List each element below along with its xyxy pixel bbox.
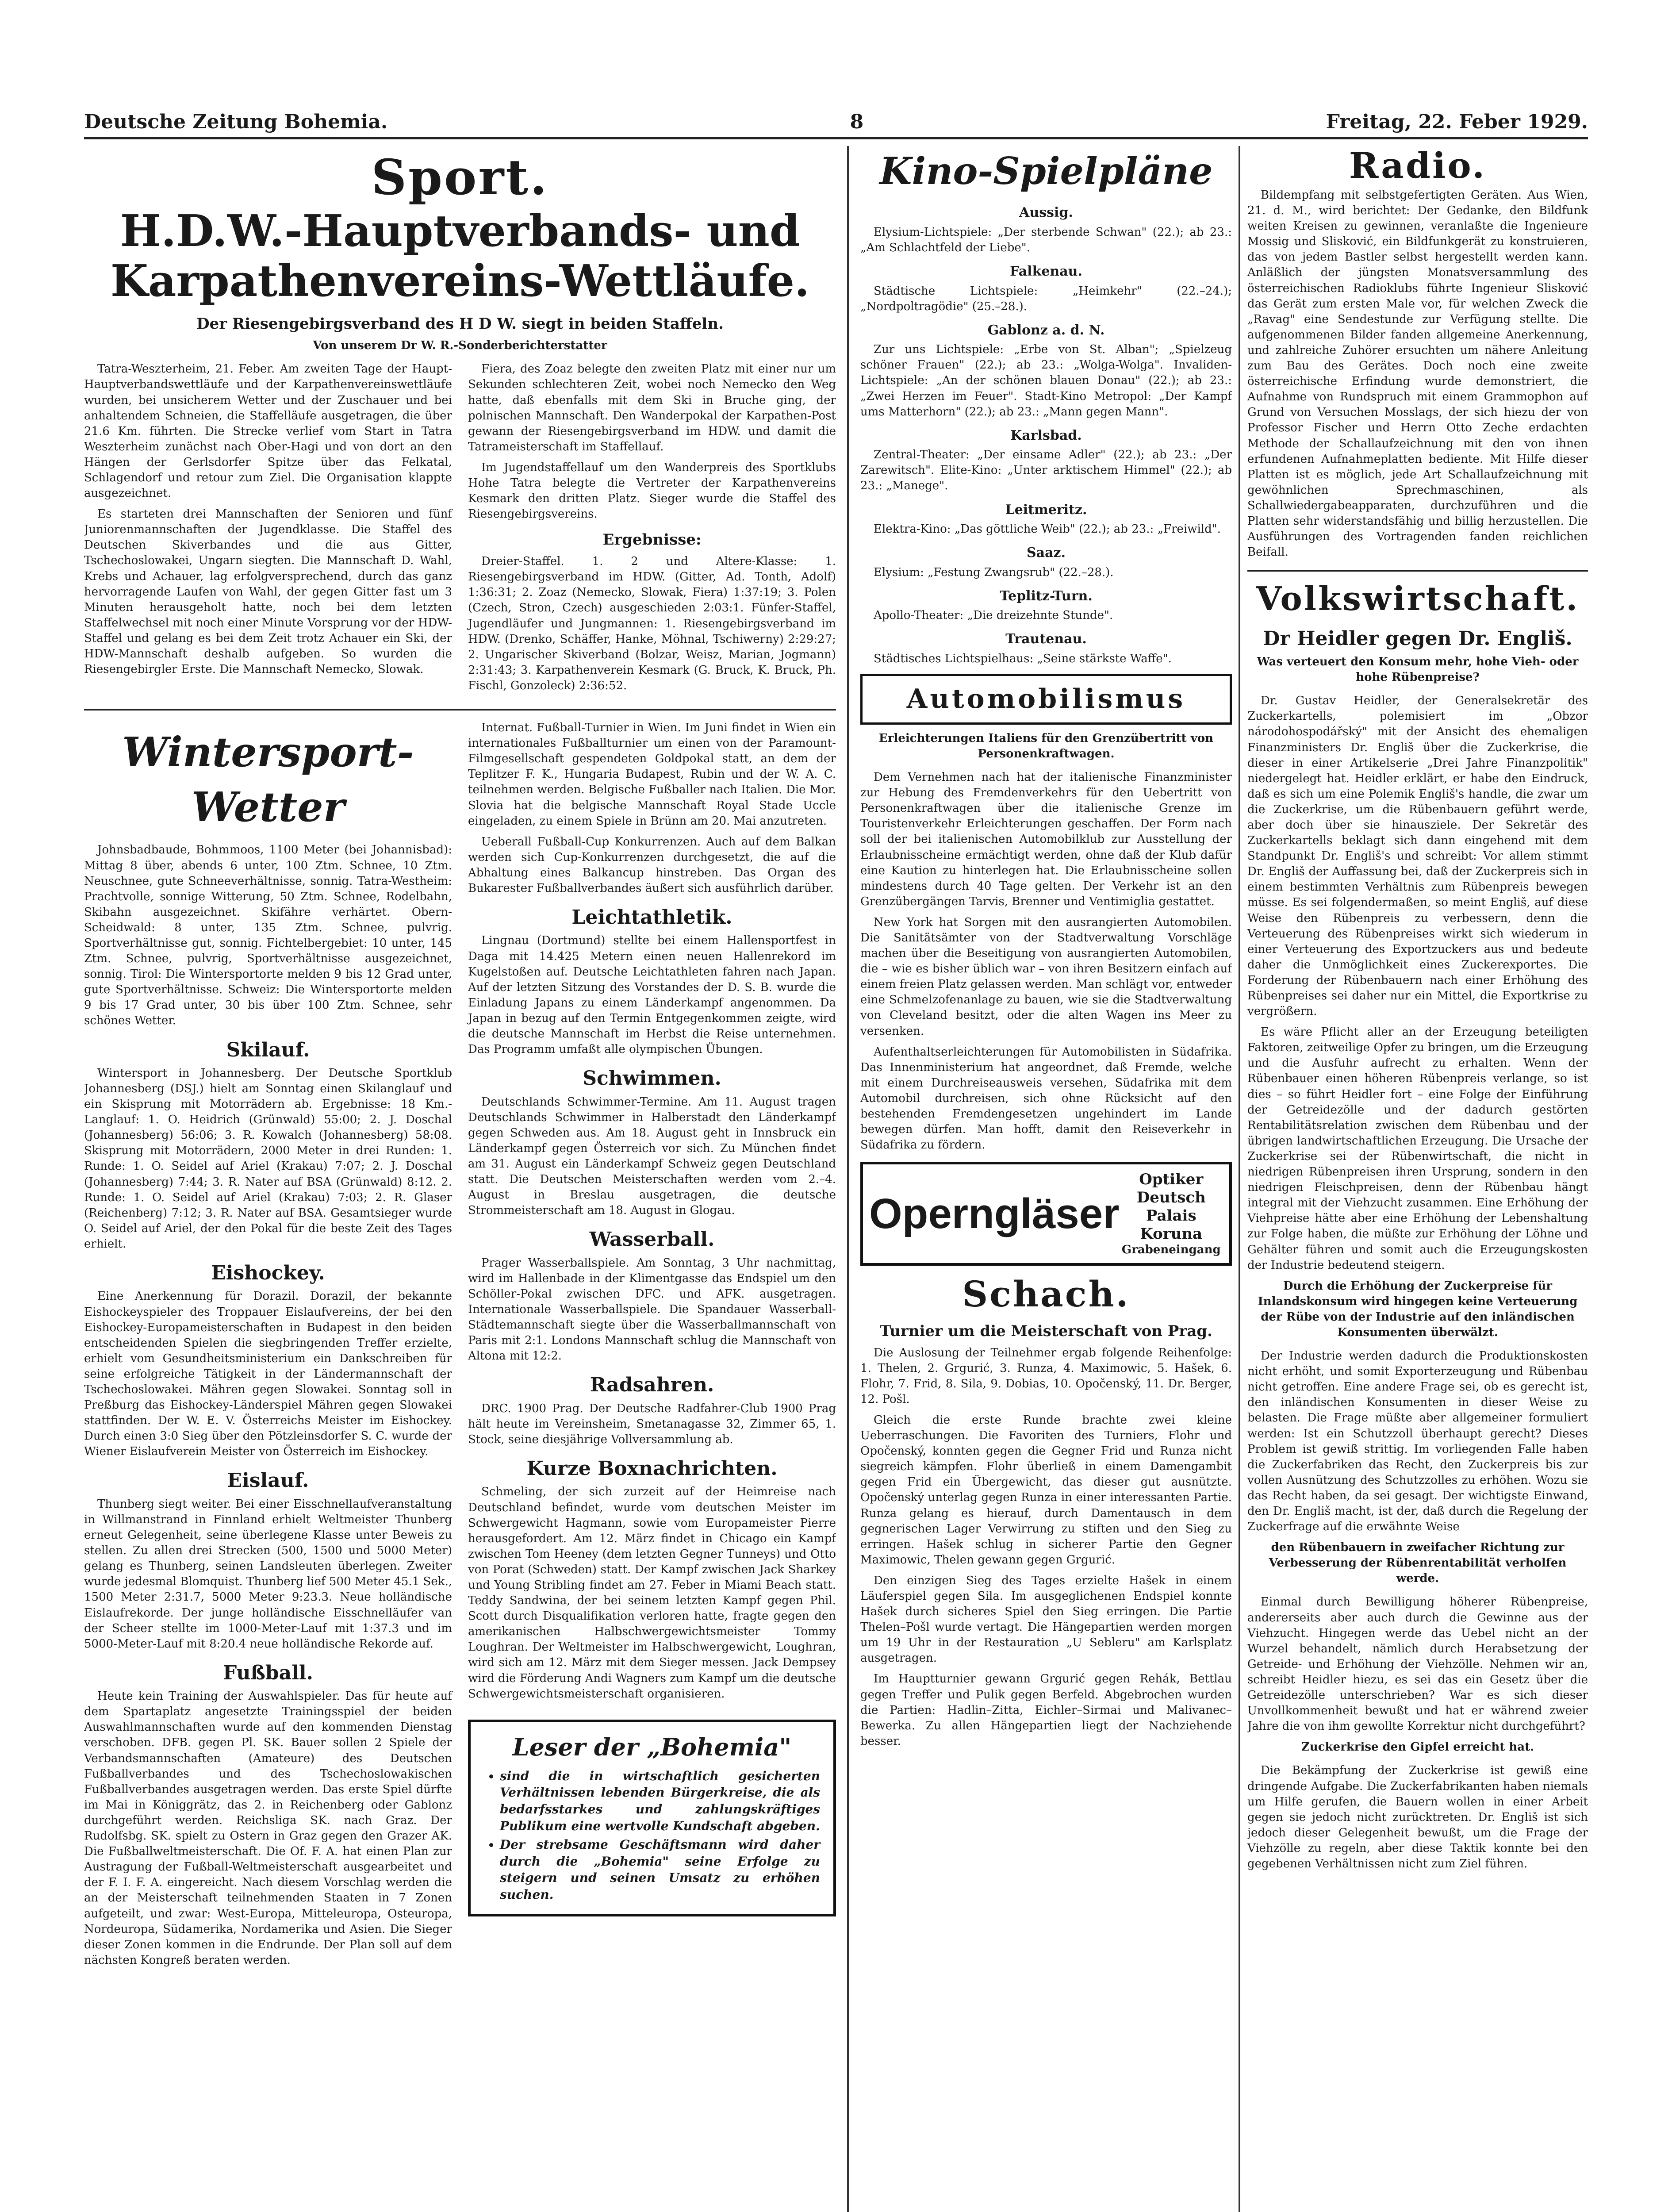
- newspaper-name: Deutsche Zeitung Bohemia.: [84, 110, 388, 133]
- kino-entry: Apollo-Theater: „Die dreizehnte Stunde".: [874, 609, 1113, 622]
- article-paragraph: Die Bekämpfung der Zuckerkrise ist gewiß eine dringende Aufgabe. Die Zuckerfabrikanten haben niemals um Hilfe gerufen, die Bauern wollen in einer Arbeit gegen sie jedoch nicht zurücktreten. Dr. Engliš ist sich jedoch dieser Gelegenheit bewußt, um die Frage der Viehzölle zu regeln, aber diese Taktik konnte bei den gegebenen Verhältnissen nicht zum Ziel führen.: [1247, 1764, 1588, 1870]
- football-international-text: Internat. Fußball-Turnier in Wien. Im Juni findet in Wien ein internationales Fußballturnier um einen von der Paramount-Filmgesellschaft gespendeten Goldpokal statt, an dem der Teplitzer F. K., Hungaria Budapest, Rubin und der W. A. C. teilnehmen werden. Belgische Fußballer nach Italien. Die Mor. Slovia hat die belgische Mannschaft Royal Stade Uccle eingeladen, zu einem Spiele in Brünn am 20. Mai anzutreten.: [468, 721, 836, 828]
- volkswirtschaft-kicker: Was verteuert den Konsum mehr, hohe Vieh- oder hohe Rübenpreise?: [1257, 655, 1579, 684]
- boxing-heading: Kurze Boxnachrichten.: [526, 1457, 778, 1480]
- wintersport-title: Wintersport-Wetter: [122, 728, 414, 831]
- leichtathletik-text: Lingnau (Dortmund) stellte bei einem Hallensportfest in Daga mit 14.425 Metern einen neuen Hallenrekord im Kugelstoßen auf. Deutsche Leichtathleten fahren nach Japan. Auf der letzten Sitzung des Vorstandes der D. S. B. wurde die Einladung Japans zu einem Länderkampf angenommen. Da Japan in bezug auf den Termin Entgegenkommen zeigte, wird die deutsche Mannschaft im Herbst die Reise unternehmen. Das Programm umfaßt alle olympischen Übungen.: [468, 934, 836, 1056]
- volkswirtschaft-subhead: Dr Heidler gegen Dr. Engliš.: [1263, 627, 1572, 650]
- kino-list: [860, 204, 1232, 667]
- article-paragraph: Gleich die erste Runde brachte zwei kleine Ueberraschungen. Die Favoriten des Turniers, Flohr und Opočenský, konnten gegen die Gegner Frid und Runza nicht siegreich kämpfen. Flohr überließ in einem Damengambit gegen Frid ein Übergewicht, das dieser gut ausnützte. Opočenský unterlag gegen Runza in einer interessanten Partie. Runza gelang es hierauf, durch Damentausch in dem gegnerischen Lager Verwirrung zu stiften und den Sieg zu erringen. Hašek schlug in sicherer Partie den Gegner Maximowic, Thelen gewann gegen Grgurić.: [860, 1413, 1232, 1567]
- skilauf-heading: Skilauf.: [226, 1038, 310, 1061]
- article-paragraph: Bildempfang mit selbstgefertigten Geräten. Aus Wien, 21. d. M., wird berichtet: Der Gedanke, den Bildfunk weiten Kreisen zu gewinnen, veranlaßte die Ingenieure Mossig und Slisković, ein Bildfunkgerät zu konstruieren, das von jedem Bastler selbst hergestellt werden kann. Anläßlich der jüngsten Monatsversammlung des österreichischen Radioklubs führte Ingenieur Slisković das Gerät zum ersten Male vor, für welchen Zweck die „Ravag" eine Sendestunde zur Verfügung stellte. Die aufgenommenen Bilder fanden allgemeine Anerkennung, und zahlreiche Zuhörer ersuchten um nähere Anleitung zum Bau des Gerätes. Doch noch eine zweite österreichische Erfindung wurde demonstriert, die Aufnahme von Rundspruch mit einem Grammophon auf Grund von Versuchen Mosslags, der sich hiezu der von Professor Fischer und Herrn Otto Zeche erdachten Methode der Schallaufzeichnung mit den von ihnen erfundenen Aufnahmeplatten bediente. Mit Hilfe dieser Platten ist es möglich, jede Art Schallaufzeichnung mit gewöhnlichen Sprechmaschinen, als Schallwiedergabeapparaten, durchzuführen und die Platten sehr widerstandsfähig und billig herzustellen. Die Ausführungen des Vortragenden fanden reichlichen Beifall.: [1247, 188, 1588, 559]
- kino-entry: Elektra-Kino: „Das göttliche Weib" (22.); ab 23.: „Freiwild".: [874, 522, 1221, 536]
- eislauf-text: Thunberg siegt weiter. Bei einer Eisschnellaufveranstaltung in Willmanstrand in Finnland erhielt Weltmeister Thunberg erneut Gelegenheit, seine überlegene Klasse unter Beweis zu stellen. Zu allen drei Strecken (500, 1500 und 5000 Meter) gelang es Thunberg, seinen Landsleuten überlegen. Zweiter wurde jedesmal Blomquist. Thunberg lief 500 Meter 45.1 Sek., 1500 Meter 2:31.7, 5000 Meter 9:23.3. Neue holländische Eislaufrekorde. Der junge holländische Eisschnelläufer van der Scheer stellte im 1000-Meter-Lauf mit 1:37.3 und im 5000-Meter-Lauf mit 8:20.4 neue holländische Rekorde auf.: [84, 1497, 452, 1651]
- fussball-text: Heute kein Training der Auswahlspieler. Das für heute auf dem Spartaplatz angesetzte Trainingsspiel der beiden Auswahlmannschaften wurde auf den kommenden Dienstag verschoben. DFB. gegen Pl. SK. Bauer sollen 2 Spiele der Verbandsmannschaften (Amateure) des Deutschen Fußballverbandes und des Tschechoslowakischen Fußballverbandes ausgetragen werden. Das erste Spiel dürfte im Mai in Königgrätz, das 2. in Reichenberg oder Gablonz durchgeführt werden. Reichsliga SK. nach Graz. Der Rudolfsbg. SK. spielt zu Ostern in Graz gegen den Grazer AK. Die Fußballweltmeisterschaft. Die Of. F. A. hat einen Plan zur Austragung der Fußball-Weltmeisterschaft ausgearbeitet und der F. I. F. A. eingereicht. Nach diesem Vorschlag werden die an der Meisterschaft teilnehmenden Staaten in 7 Zonen aufgeteilt, und zwar: West-Europa, Mitteleuropa, Osteuropa, Nordeuropa, Südamerika, Nordamerika und Asien. Die Sieger dieser Zonen kommen in die Endrunde. Der Plan soll auf dem nächsten Kongreß beraten werden.: [84, 1690, 452, 1967]
- results-heading: Ergebnisse:: [602, 531, 702, 549]
- article-paragraph: Aufenthaltserleichterungen für Automobilisten in Südafrika. Das Innenministerium hat angeordnet, daß Fremde, welche mit einem Durchreiseausweis versehen, Südafrika mit dem Automobil durchreisen, sich ohne Rücksicht auf den bestehenden Fremdengesetzen ungehindert im Lande bewegen dürfen. Man hofft, damit den Reiseverkehr in Südafrika zu fördern.: [860, 1045, 1232, 1152]
- kino-entry: Städtisches Lichtspielhaus: „Seine stärkste Waffe".: [874, 652, 1172, 665]
- eishockey-text: Eine Anerkennung für Dorazil. Dorazil, der bekannte Eishockeyspieler des Troppauer Eislaufvereins, der bei den Eishockey-Europameisterschaften in Budapest in den beiden entscheidenden Spielen die siegbringenden Treffer erzielte, erhielt vom Gesundheitsministerium ein Dankschreiben für seine erfolgreiche Tätigkeit in der Ländermannschaft der Tschechoslowakei. Mähren gegen Slowakei. Sonntag soll in Preßburg das Eishockey-Länderspiel Mähren gegen Slowakei stattfinden. Der W. E. V. Österreichs Meister im Eishockey. Durch einen 3:0 Sieg über den Pötzleinsdorfer S. C. wurde der Wiener Eislaufverein Meister von Österreich im Eishockey.: [84, 1290, 452, 1459]
- section-divider: [1247, 570, 1588, 572]
- eishockey-heading: Eishockey.: [211, 1262, 325, 1285]
- bohemia-ad-item: • Der strebsame Geschäftsmann wird daher durch die „Bohemia" seine Erfolge zu steigern und seinen Umsatz zu erhöhen suchen.: [500, 1836, 820, 1903]
- schach-subhead: Turnier um die Meisterschaft von Prag.: [880, 1322, 1212, 1340]
- boxing-text: Schmeling, der sich zurzeit auf der Heimreise nach Deutschland befindet, wurde vom deutschen Meister im Schwergewicht Hagmann, sowie vom Europameister Pierre herausgefordert. Am 12. März findet in Chicago ein Kampf zwischen Tom Heeney (dem letzten Gegner Tunneys) und Otto von Porat (Schweden) statt. Der Kampf zwischen Jack Sharkey und Young Stribling findet am 27. Feber in Miami Beach statt. Teddy Sandwina, der bei seinem letzten Kampf gegen Phil. Scott durch Disqualifikation verloren hatte, fragte gegen den amerikanischen Halbschwergewichtsmeister Tommy Loughran. Der Weltmeister im Halbschwergewicht, Loughran, wird sich am 12. März mit dem Sieger messen. Jack Dempsey wird die Förderung Andi Wagners zum Kampf um die deutsche Schwergewichtsmeisterschaft organisieren.: [468, 1485, 836, 1701]
- kino-city: Falkenau.: [1010, 264, 1082, 280]
- column-rule-1: [847, 146, 849, 2212]
- masthead-bar: [84, 106, 1588, 139]
- volkswirtschaft-title: Volkswirtschaft.: [1256, 580, 1580, 618]
- kino-city: Leitmeritz.: [1005, 502, 1087, 518]
- emphasis-line: den Rübenbauern in zweifacher Richtung zur Verbesserung der Rübenrentabilität verholfen werde.: [1269, 1541, 1567, 1586]
- article-paragraph: Einmal durch Bewilligung höherer Rübenpreise, andererseits aber auch durch die Gewinne aus der Viehzucht. Hingegen werde das Uebel nicht an der Wurzel behandelt, nämlich durch Herabsetzung der Getreide- und Erhöhung der Viehzölle. Nehmen wir an, schreibt Heidler hiezu, es sei das ein Gesetz über die Getreidezölle unterschrieben? War es sich dieser Unvollkommenheit bewußt und hat er während zweier Jahre die von ihm gewollte Korrektur nicht durchgeführt?: [1247, 1595, 1588, 1733]
- sport-article: [84, 361, 836, 699]
- radio-title: Radio.: [1349, 146, 1487, 186]
- sport-subhead: Der Riesengebirgsverband des H D W. siegt in beiden Staffeln.: [196, 315, 724, 333]
- leichtathletik-heading: Leichtathletik.: [571, 906, 732, 929]
- kino-entry: Elysium-Lichtspiele: „Der sterbende Schwan" (22.); ab 23.: „Am Schlachtfeld der Liebe".: [860, 225, 1232, 254]
- automobilismus-subhead: Erleichterungen Italiens für den Grenzübertritt von Personenkraftwagen.: [878, 731, 1214, 760]
- sport-headline: H.D.W.-Hauptverbands- und Karpathenvereins-Wettläufe.: [110, 206, 810, 307]
- article-paragraph: Den einzigen Sieg des Tages erzielte Hašek in einem Läuferspiel gegen Sila. Im ausgeglichenen Endspiel konnte Hašek durch sicheres Spiel den Sieg erringen. Die Partie Thelen–Pošl wurde vertagt. Die Hängepartien werden morgen um 19 Uhr in der Restauration „U Sebleru" am Karlsplatz ausgetragen.: [860, 1574, 1232, 1665]
- article-paragraph: Es starteten drei Mannschaften der Senioren und fünf Juniorenmannschaften der Jugendklasse. Die Staffel des Deutschen Skiverbandes und die aus Gitter, Tschechoslowakei, Ungarn siegten. Die Mannschaft D. Wahl, Krebs und Achauer, lag erfolgversprechend, durch das ganz hervorragende Laufen von Wahl, der gegen Gitter fast um 3 Minuten herausgeholt hatte, noch bei dem letzten Staffelwechsel mit noch einer Minute Vorsprung vor der HDW-Staffel und gelang es bei dem Zeit trotz Achauer ein Ski, der HDW-Mannschaft deshalb aufgeben. So wurden die Riesengebirgler Erste. Die Mannschaft Nemecko, Slowak.: [84, 507, 452, 676]
- kino-entry: Zentral-Theater: „Der einsame Adler" (22.); ab 23.: „Der Zarewitsch". Elite-Kino: „Unter arktischem Himmel" (22.); ab 23.: „Manege".: [860, 448, 1232, 493]
- ad-firm-name: Optiker Deutsch: [1136, 1171, 1206, 1207]
- ad-firm-entrance: Grabeneingang: [1121, 1243, 1221, 1256]
- weather-report: Johnsbadbaude, Bohmmoos, 1100 Meter (bei Johannisbad): Mittag 8 über, abends 6 unter, 100 Ztm. Schnee, 10 Ztm. Neuschnee, gute Schneeverhältnisse, sonnig. Tatra-Westheim: Prachtvolle, sonnige Witterung, 50 Ztm. Schnee, Rodelbahn, Skibahn ausgezeichnet. Skifähre verhärtet. Obern-Scheidwald: 8 unter, 135 Ztm. Schnee, pulvrig. Sportverhältnisse gut, sonnig. Fichtelbergebiet: 10 unter, 145 Ztm. Schnee, pulvrig, Sportverhältnisse ausgezeichnet, sonnig. Tirol: Die Wintersportorte melden 9 bis 12 Grad unter, gute Sportverhältnisse. Schweiz: Die Wintersportorte melden 9 bis 17 Grad unter, 30 bis über 100 Ztm. Schnee, sehr schönes Wetter.: [84, 843, 452, 1028]
- wasserball-text: Prager Wasserballspiele. Am Sonntag, 3 Uhr nachmittag, wird im Hallenbade in der Klimentgasse das Endspiel um den Schöller-Pokal zwischen DFC. und AFK. ausgetragen. Internationale Wasserballspiele. Die Spandauer Wasserball-Städtemannschaft siegte über die Wasserballmannschaft von Paris mit 2:1. Londons Mannschaft schlug die Mannschaft von Altona mit 12:2.: [468, 1256, 836, 1363]
- article-paragraph: Dr. Gustav Heidler, der Generalsekretär des Zuckerkartells, polemisiert im „Obzor národohospodářský" mit der Ansicht des ehemaligen Finanzministers Dr. Engliš über die Zuckerkrise, die dieser in einer Artikelserie „Drei Jahre Finanzpolitik" niedergelegt hat. Heidler erklärt, er habe den Eindruck, daß es sich um eine Polemik Engliš's handle, die zwar um die Zuckerkrise, um die Rübenbauern geführt werde, aber doch über sie hinausziele. Der Sekretär des Zuckerkartells beklagt sich dann eingehend mit dem Standpunkt Dr. Engliš's und schreibt: Vor allem stimmt Dr. Engliš der Auffassung bei, daß der Zuckerpreis sich in einem bestimmten Verhältnis zum Rübenpreis bewegen müsse. Es sei folgendermaßen, so meint Engliš, auf diese Weise den Rübenpreis zu verbessern, denn die Verteuerung des Rübenpreises wirkt sich wiederum in einer Verteuerung des Exportzuckers aus und bedeute daher die Unmöglichkeit eines Zuckerexportes. Die Forderung der Rübenbauern nach einer Erhöhung des Rübenpreises sei daher nur ein Mittel, die Exportkrise zu vergrößern.: [1247, 694, 1588, 1018]
- article-paragraph: New York hat Sorgen mit den ausrangierten Automobilen. Die Sanitätsämter von der Stadtverwaltung Vorschläge machen über die Beseitigung von ausrangierten Automobilen, die – wie es bisher üblich war – von ihren Besitzern einfach auf einem freien Platz gelassen werden. Man schlägt vor, entweder eine Schmelzofenanlage zu bauen, wie sie die Stadtverwaltung von Cleveland besitzt, oder die alten Wagen ins Meer zu versenken.: [860, 915, 1232, 1038]
- emphasis-line: Zuckerkrise den Gipfel erreicht hat.: [1301, 1740, 1534, 1754]
- radsahren-heading: Radsahren.: [590, 1374, 714, 1397]
- schwimmen-text: Deutschlands Schwimmer-Termine. Am 11. August tragen Deutschlands Schwimmer in Halberstadt den Länderkampf gegen Schweden aus. Am 18. August geht in Innsbruck ein Länderkampf gegen Österreich vor sich. Zu München findet am 31. August ein Länderkampf Schweiz gegen Deutschland statt. Die Deutschen Meisterschaften werden vom 2.–4. August in Breslau ausgetragen, die deutsche Strommeisterschaft am 18. August in Glogau.: [468, 1095, 836, 1217]
- article-paragraph: Der Industrie werden dadurch die Produktionskosten nicht erhöht, und somit Exporterzeugung und Rübenbau nicht getroffen. Eine andere Frage sei, ob es gerecht ist, den inländischen Konsumenten in dieser Weise zu belasten. Die Frage müßte aber allgemeiner formuliert werden: Ist ein Schutzzoll überhaupt gerecht? Dieses Problem ist gewiß strittig. Im vorliegenden Falle haben die Zuckerfabriken das Recht, den Zuckerpreis bis zur vollen Ausnützung des Schutzzolles zu erhöhen. Wozu sie das Recht haben, da sei gesagt. Der wichtigste Einwand, den Dr. Engliš macht, ist der, daß durch die Regelung der Zuckerfrage auf die erwähnte Weise: [1247, 1349, 1588, 1534]
- ad-product: Operngläser: [869, 1190, 1120, 1237]
- schwimmen-heading: Schwimmen.: [583, 1067, 721, 1090]
- article-paragraph: Im Jugendstaffellauf um den Wanderpreis des Sportklubs Hohe Tatra belegte die Vertreter der Karpathenvereins Kesmark den dritten Platz. Sieger wurde die Staffel des Riesengebirgsvereins.: [468, 461, 836, 521]
- article-paragraph: Dem Vernehmen nach hat der italienische Finanzminister zur Hebung des Fremdenverkehrs für den Uebertritt von Personenkraftwagen über die italienische Grenze im Touristenverkehr Erleichterungen geschaffen. Der Form nach soll der bei italienischen Automobilklub zur Ausstellung der Erlaubnisscheine ermächtigt werden, ohne daß der Klub dafür eine Kaution zu hinterlegen hat. Die Erlaubnisscheine sollen mindestens durch 40 Tage gelten. Der Verkehr ist an den Grenzübergängen Tarvis, Brenner und Ventimiglia gestattet.: [860, 771, 1232, 908]
- middle-column: [860, 146, 1232, 2212]
- kino-city: Trautenau.: [1005, 631, 1087, 647]
- bohemia-advertisement: [468, 1720, 836, 1916]
- sport-column: [84, 146, 836, 2212]
- issue-date: Freitag, 22. Feber 1929.: [1326, 110, 1588, 133]
- radsahren-text: DRC. 1900 Prag. Der Deutsche Radfahrer-Club 1900 Prag hält heute im Vereinsheim, Smetanagasse 32, Zimmer 65, 1. Stock, seine diesjährige Vollversammlung ab.: [468, 1402, 836, 1446]
- article-paragraph: Die Auslosung der Teilnehmer ergab folgende Reihenfolge: 1. Thelen, 2. Grgurić, 3. Runza, 4. Maximowic, 5. Hašek, 6. Flohr, 7. Frid, 8. Sila, 9. Dobias, 10. Opočenský, 11. Dr. Berger, 12. Pošl.: [860, 1346, 1232, 1406]
- kino-city: Aussig.: [1019, 205, 1073, 221]
- bohemia-ad-title: Leser der „Bohemia": [512, 1732, 792, 1761]
- wasserball-heading: Wasserball.: [589, 1228, 715, 1251]
- skilauf-text: Wintersport in Johannesberg. Der Deutsche Sportklub Johannesberg (DSJ.) hielt am Sonntag einen Skilanglauf und ein Skisprung mit Motorrädern ab. Ergebnisse: 18 Km.-Langlauf: 1. O. Heidrich (Grünwald) 55:00; 2. J. Doschal (Johannesberg) 56:06; 3. R. Kowalch (Johannesberg) 58:08. Skisprung mit Motorrädern, 2000 Meter in drei Runden: 1. Runde: 1. O. Seidel auf Ariel (Krakau) 7:07; 2. J. Doschal (Johannesberg) 7:44; 3. R. Nater auf BSA (Grünwald) 8:12. 2. Runde: 1. O. Seidel auf Ariel (Krakau) 7:03; 2. R. Glaser (Reichenberg) 7:12; 3. R. Nater auf BSA. Gesamtsieger wurde O. Seidel auf Ariel, der den Pokal für die beste Zeit des Tages erhielt.: [84, 1066, 452, 1251]
- kino-city: Karlsbad.: [1010, 427, 1082, 443]
- kino-city: Teplitz-Turn.: [1000, 588, 1093, 604]
- results-text: Dreier-Staffel. 1. 2 und Altere-Klasse: 1. Riesengebirgsverband im HDW. (Gitter, Ad. Tonth, Adolf) 1:36:31; 2. Zoaz (Nemecko, Slowak, Fiera) 1:37:19; 3. Polen (Czech, Stron, Czech) ausgeschieden 2:03:1. Fünfer-Staffel, Jugendläufer und Jungmannen: 1. Riesengebirgsverband im HDW. (Drenko, Schäffer, Hanke, Möhnal, Tschiwerny) 2:29:27; 2. Ungarischer Skiverband (Bolzar, Weisz, Marian, Jogmann) 2:31:43; 3. Karpathenverein Kesmark (G. Bruck, K. Bruck, Ph. Fischl, Gonzoleck) 2:36:52.: [468, 555, 836, 692]
- fussball-heading: Fußball.: [223, 1661, 313, 1684]
- article-paragraph: Im Hauptturnier gewann Grgurić gegen Rehák, Bettlau gegen Treffer und Pulik gegen Berfeld. Abgebrochen wurden die Partien: Hadlin–Zitta, Eichler–Sirmai und Malivanec–Bewerka. Zu allen Hängepartien liegt der Nachziehende besser.: [860, 1672, 1232, 1748]
- sport-section-title: Sport.: [371, 149, 549, 206]
- article-paragraph: Fiera, des Zoaz belegte den zweiten Platz mit einer nur um Sekunden schlechteren Zeit, wobei noch Nemecko den Weg hatte, daß ebenfalls mit dem Ski in Bruche ging, der polnischen Mannschaft. Den Wanderpokal der Karpathen-Post gewann der Riesengebirgsverband im HDW. und damit die Tatrameisterschaft im Staffellauf.: [468, 362, 836, 453]
- kino-entry: Städtische Lichtspiele: „Heimkehr" (22.–24.); „Nordpoltragödie" (25.–28.).: [860, 284, 1232, 313]
- kino-entry: Zur uns Lichtspiele: „Erbe von St. Alban"; „Spielzeug schöner Frauen" (22.); ab 23.: „Wolga-Wolga". Invaliden-Lichtspiele: „An der schönen blauen Donau" (22.); ab 23.: „Zwei Herzen im Feuer". Stadt-Kino Metropol: „Der Kampf ums Matterhorn" (22.); ab 23.: „Mann gegen Mann".: [860, 343, 1232, 419]
- kino-entry: Elysium: „Festung Zwangsrub" (22.–28.).: [874, 565, 1114, 579]
- ad-firm: [1120, 1171, 1223, 1256]
- eislauf-heading: Eislauf.: [227, 1469, 309, 1492]
- article-paragraph: Es wäre Pflicht aller an der Erzeugung beteiligten Faktoren, zeitweilige Opfer zu bringen, um die Erzeugung und die Ausfuhr aufrecht zu erhalten. Wenn der Rübenbauer einen höheren Rübenpreis verlange, so ist dies – so führt Heidler fort – eine Folge der Einführung der Getreidezölle und der dadurch gestörten Rentabilitätsrelation zwischen dem Rübenbau und der übrigen landwirtschaftlichen Erzeugung. Die Ursache der Zuckerkrise sei der Rübenwirtschaft, die nicht in niedrigen Rübenpreisen ihren Ursprung, sondern in den niedrigen Fleischpreisen, denn der Rübenbau hängt integral mit der Viehzucht zusammen. Eine Erhöhung der Viehpreise hätte aber eine Erhöhung der Lebenshaltung zur Folge haben, die müßte zur Erhöhung der Löhne und Gehälter führen und somit auch die Erzeugungskosten der Industrie bedeutend steigern.: [1247, 1025, 1588, 1272]
- emphasis-line: Durch die Erhöhung der Zuckerpreise für Inlandskonsum wird hingegen keine Verteuerung der Rübe von der Industrie auf den inländischen Konsumenten überwälzt.: [1258, 1279, 1578, 1339]
- kino-title: Kino-Spielpläne: [879, 149, 1213, 193]
- kino-city: Gablonz a. d. N.: [987, 322, 1105, 338]
- cup-text: Ueberall Fußball-Cup Konkurrenzen. Auch auf dem Balkan werden sich Cup-Konkurrenzen durchgesetzt, die auf die Abhaltung eines Balkancup hinstreben. Das Organ des Bukarester Fußballverbandes äußert sich ausführlich darüber.: [468, 835, 836, 895]
- automobilismus-title: Automobilismus: [860, 674, 1232, 725]
- page-number: 8: [850, 110, 864, 133]
- section-divider: [84, 709, 836, 710]
- article-paragraph: Tatra-Weszterheim, 21. Feber. Am zweiten Tage der Haupt-Hauptverbandswettläufe und der Karpathenvereinswettläufe wurden, bei unsicherem Wetter und der Zuschauer und bei anhaltendem Schneien, die Staffelläufe ausgetragen, die über 21.6 Km. führten. Die Strecke verlief vom Start in Tatra Weszterheim zunächst nach Ober-Hagi und von dort an den Hängen der Gerlsdorfer Spitze über das Felkatal, Schlagendorf und retour zum Ziel. Die Organisation klappte ausgezeichnet.: [84, 362, 452, 500]
- kino-city: Saaz.: [1026, 545, 1066, 561]
- optiker-advertisement: [860, 1162, 1232, 1265]
- ad-firm-address: Palais Koruna: [1140, 1206, 1203, 1243]
- column-rule-2: [1239, 146, 1240, 2212]
- bohemia-ad-item: • sind die in wirtschaftlich gesicherten Verhältnissen lebenden Bürgerkreise, die als bedarfsstarkes und zahlungskräftiges Publikum eine wertvolle Kundschaft abgeben.: [500, 1768, 820, 1835]
- schach-title: Schach.: [962, 1273, 1130, 1315]
- right-column: [1247, 146, 1588, 2212]
- sport-lower: [84, 720, 836, 1974]
- sport-byline: Von unserem Dr W. R.-Sonderberichterstatter: [313, 339, 607, 353]
